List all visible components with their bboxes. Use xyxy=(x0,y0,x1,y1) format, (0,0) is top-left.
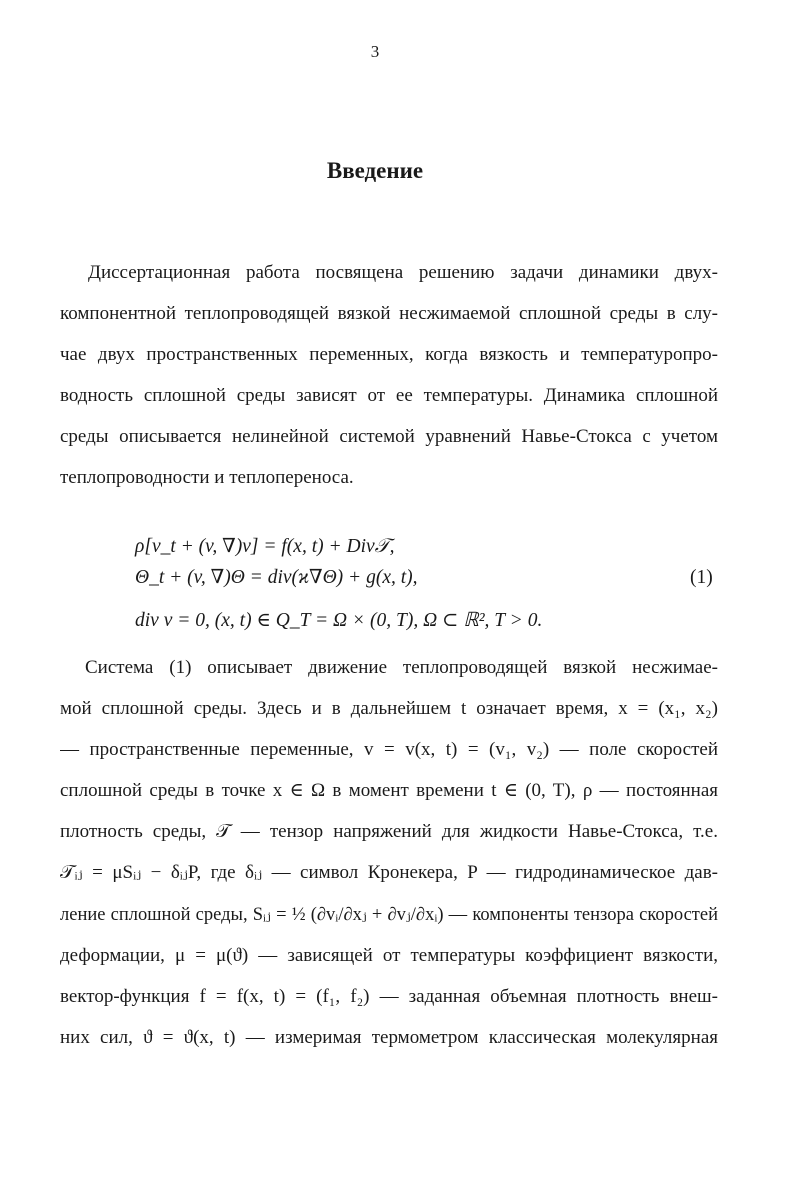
equation-line: ρ[v_t + (v, ∇)v] = f(x, t) + Div𝒯, xyxy=(135,536,395,557)
text-line: водность сплошной среды зависят от ее температуры. Динамика сплошной xyxy=(60,385,718,406)
section-title: Введение xyxy=(326,158,424,183)
text-line: ление сплошной среды, Sᵢⱼ = ½ (∂vᵢ/∂xⱼ + ∂vⱼ/∂xᵢ) — компоненты тензора скоростей xyxy=(60,905,718,925)
text-line: — пространственные переменные, v = v(x, t) = (v₁, v₂) — поле скоростей xyxy=(60,739,718,760)
text-line: Диссертационная работа посвящена решению задачи динамики двух- xyxy=(88,262,718,283)
text-line: сплошной среды в точке x ∈ Ω в момент времени t ∈ (0, T), ρ — постоянная xyxy=(60,780,718,801)
text-line: чае двух пространственных переменных, когда вязкость и температуропро- xyxy=(60,344,718,365)
page-number: 3 xyxy=(370,42,380,61)
text-line: мой сплошной среды. Здесь и в дальнейшем t означает время, x = (x₁, x₂) xyxy=(60,698,718,719)
text-line: компонентной теплопроводящей вязкой несжимаемой сплошной среды в слу- xyxy=(60,303,718,324)
text-line: плотность среды, 𝒯 — тензор напряжений для жидкости Навье-Стокса, т.е. xyxy=(60,821,718,842)
equation-number: (1) xyxy=(690,567,713,588)
text-line: вектор-функция f = f(x, t) = (f₁, f₂) — заданная объемная плотность внеш- xyxy=(60,986,718,1007)
text-line: Система (1) описывает движение теплопроводящей вязкой несжимае- xyxy=(85,657,718,678)
equation-line: Θ_t + (v, ∇)Θ = div(ϰ∇Θ) + g(x, t), xyxy=(135,567,418,588)
text-line: среды описывается нелинейной системой уравнений Навье-Стокса с учетом xyxy=(60,426,718,447)
text-line: теплопроводности и теплопереноса. xyxy=(60,467,354,488)
text-line: 𝒯ᵢⱼ = μSᵢⱼ − δᵢⱼP, где δᵢⱼ — символ Кронекера, P — гидродинамическое дав- xyxy=(60,862,718,883)
equation-line: div v = 0, (x, t) ∈ Q_T = Ω × (0, T), Ω ⊂ ℝ², T > 0. xyxy=(135,610,543,631)
text-line: деформации, μ = μ(ϑ) — зависящей от температуры коэффициент вязкости, xyxy=(60,945,718,966)
text-line: них сил, ϑ = ϑ(x, t) — измеримая термометром классическая молекулярная xyxy=(60,1027,718,1048)
